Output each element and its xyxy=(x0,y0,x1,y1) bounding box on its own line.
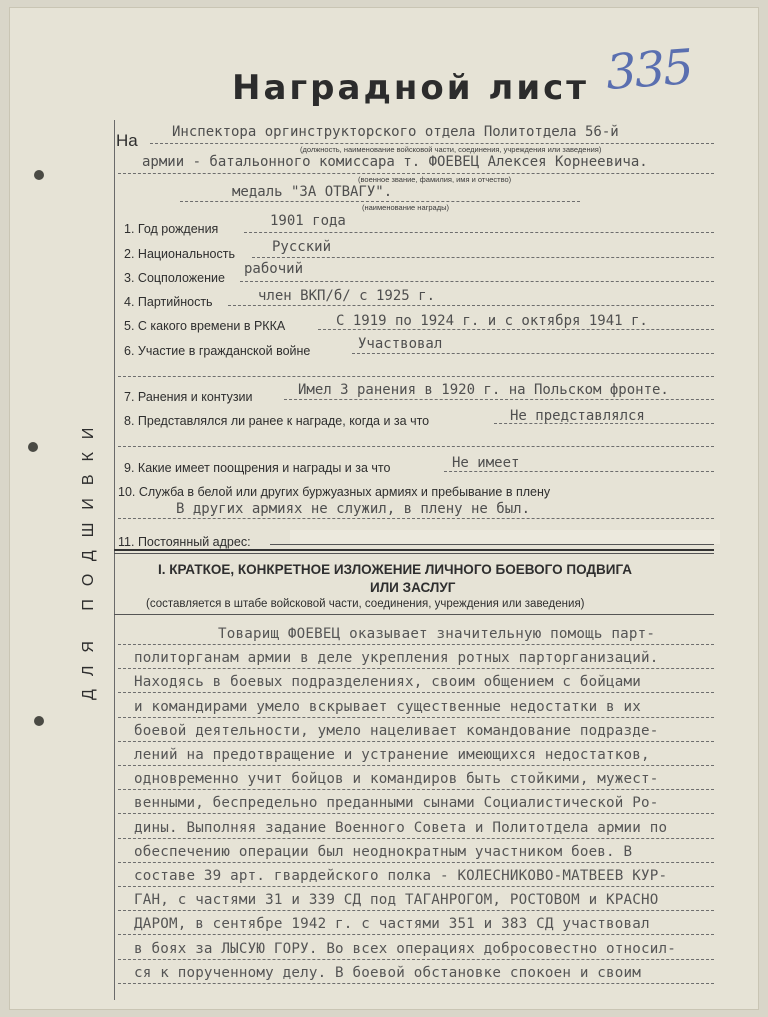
recipient-line-2: армии - батальонного комиссара т. ФОЕВЕЦ Алексея Корнеевича. xyxy=(142,154,648,170)
field-2-underline xyxy=(252,257,714,258)
section-subtitle: (составляется в штабе войсковой части, соединения, учреждения или заведения) xyxy=(146,598,585,610)
recipient-underline-3 xyxy=(180,201,580,202)
field-8-label: 8. Представлялся ли ранее к награде, когда и за что xyxy=(124,414,430,428)
field-9-value: Не имеет xyxy=(452,455,520,471)
citation-line-rule xyxy=(118,838,714,839)
field-6-underline xyxy=(352,353,714,354)
field-5-label: 5. С какого времени в РККА xyxy=(124,319,286,333)
punch-hole-bottom xyxy=(34,716,44,726)
recipient-caption-2: (военное звание, фамилия, имя и отчество) xyxy=(358,175,512,184)
field-3-value: рабочий xyxy=(244,261,304,277)
citation-line: венными, беспредельно преданными сынами Социалистической Ро- xyxy=(134,795,659,812)
address-blank-area xyxy=(290,530,720,544)
handwritten-number: 335 xyxy=(604,39,694,101)
citation-line: составе 39 арт. гвардейского полка - КОЛЕСНИКОВО-МАТВЕЕВ КУР- xyxy=(134,868,668,884)
field-1-underline xyxy=(244,232,714,233)
field-10-value: В других армиях не служил, в плену не был. xyxy=(176,501,531,517)
citation-line: Находясь в боевых подразделениях, своим общением с бойцами xyxy=(134,674,642,691)
field-8-extra-line xyxy=(118,446,714,447)
field-7-underline xyxy=(284,399,714,400)
citation-line-rule xyxy=(118,959,714,960)
field-3-label: 3. Соцположение xyxy=(124,271,225,285)
field-4-underline xyxy=(228,305,714,306)
citation-line-rule xyxy=(118,934,714,935)
field-1-value: 1901 года xyxy=(270,213,346,229)
recipient-caption-1: (должность, наименование войсковой части, соединения, учреждения или заведения) xyxy=(300,145,602,154)
binding-label: ДЛЯ ПОДШИВКИ xyxy=(80,414,97,700)
citation-line: дины. Выполняя задание Военного Совета и Политотдела армии по xyxy=(134,819,668,836)
field-8-underline xyxy=(494,423,714,424)
section-title-line-2: ИЛИ ЗАСЛУГ xyxy=(370,580,456,595)
citation-line: и командирами умело вскрывает существенные недостатки в их xyxy=(134,698,642,715)
field-10-underline xyxy=(118,518,714,519)
field-7-value: Имел 3 ранения в 1920 г. на Польском фронте. xyxy=(298,382,669,398)
citation-line: Товарищ ФОЕВЕЦ оказывает значительную помощь парт- xyxy=(218,626,656,642)
citation-line-rule xyxy=(118,813,714,814)
field-8-value: Не представлялся xyxy=(510,408,645,424)
field-6-value: Участвовал xyxy=(358,336,443,352)
punch-hole-middle xyxy=(28,442,38,452)
citation-line-rule xyxy=(118,789,714,790)
field-4-label: 4. Партийность xyxy=(124,295,213,309)
recipient-underline-1 xyxy=(150,143,714,144)
citation-line: боевой деятельности, умело нацеливает командование подразде- xyxy=(134,722,659,739)
section-subtitle-underline xyxy=(114,614,714,615)
field-11-label: 11. Постоянный адрес: xyxy=(118,535,251,549)
citation-line-rule xyxy=(118,886,714,887)
citation-line-rule xyxy=(118,668,714,669)
field-2-value: Русский xyxy=(272,239,332,255)
citation-line: в боях за ЛЫСУЮ ГОРУ. Во всех операциях добросовестно относил- xyxy=(134,940,676,957)
section-divider-2 xyxy=(114,553,714,554)
citation-line-rule xyxy=(118,765,714,766)
recipient-underline-2 xyxy=(118,173,714,174)
field-5-underline xyxy=(318,329,714,330)
recipient-caption-3: (наименование награды) xyxy=(362,203,449,212)
field-2-label: 2. Национальность xyxy=(124,247,235,261)
binding-margin-line xyxy=(114,120,115,1000)
citation-line: лений на предотвращение и устранение имеющихся недостатков, xyxy=(134,747,650,763)
citation-line-rule xyxy=(118,717,714,718)
citation-line-rule xyxy=(118,983,714,984)
citation-line-rule xyxy=(118,741,714,742)
section-divider-1 xyxy=(114,549,714,551)
field-6-label: 6. Участие в гражданской войне xyxy=(124,344,311,358)
punch-hole-top xyxy=(34,170,44,180)
field-5-value: С 1919 по 1924 г. и с октября 1941 г. xyxy=(336,313,648,329)
field-6-extra-line xyxy=(118,376,714,377)
citation-line-rule xyxy=(118,910,714,911)
section-title-line-1: I. КРАТКОЕ, КОНКРЕТНОЕ ИЗЛОЖЕНИЕ ЛИЧНОГО БОЕВОГО ПОДВИГА xyxy=(158,562,633,577)
citation-line: одновременно учит бойцов и командиров быть стойкими, мужест- xyxy=(134,771,659,788)
recipient-line-1: Инспектора оргинструкторского отдела Политотдела 56-й xyxy=(172,124,619,140)
citation-line: обеспечению операции был неоднократным участником боев. В xyxy=(134,843,633,860)
field-10-label: 10. Служба в белой или других буржуазных армиях и пребывание в плену xyxy=(118,485,551,499)
citation-line: ГАН, с частями 31 и 339 СД под ТАГАНРОГОМ, РОСТОВОМ и КРАСНО xyxy=(134,892,659,909)
citation-line: ся к порученному делу. В боевой обстановке спокоен и своим xyxy=(134,964,642,981)
recipient-line-3: медаль "ЗА ОТВАГУ". xyxy=(232,184,393,200)
field-11-underline xyxy=(270,544,714,545)
citation-line-rule xyxy=(118,692,714,693)
recipient-prefix: На xyxy=(116,131,138,150)
field-7-label: 7. Ранения и контузии xyxy=(124,390,253,404)
page-title: Наградной лист xyxy=(232,68,589,108)
field-9-label: 9. Какие имеет поощрения и награды и за что xyxy=(124,461,391,475)
field-9-underline xyxy=(444,471,714,472)
citation-line: политорганам армии в деле укрепления ротных парторганизаций. xyxy=(134,650,659,667)
field-3-underline xyxy=(240,281,714,282)
citation-line-rule xyxy=(118,644,714,645)
field-4-value: член ВКП/б/ с 1925 г. xyxy=(258,288,436,304)
citation-line-rule xyxy=(118,862,714,863)
field-1-label: 1. Год рождения xyxy=(124,222,219,236)
citation-line: ДАРОМ, в сентябре 1942 г. с частями 351 и 383 СД участвовал xyxy=(134,916,650,933)
